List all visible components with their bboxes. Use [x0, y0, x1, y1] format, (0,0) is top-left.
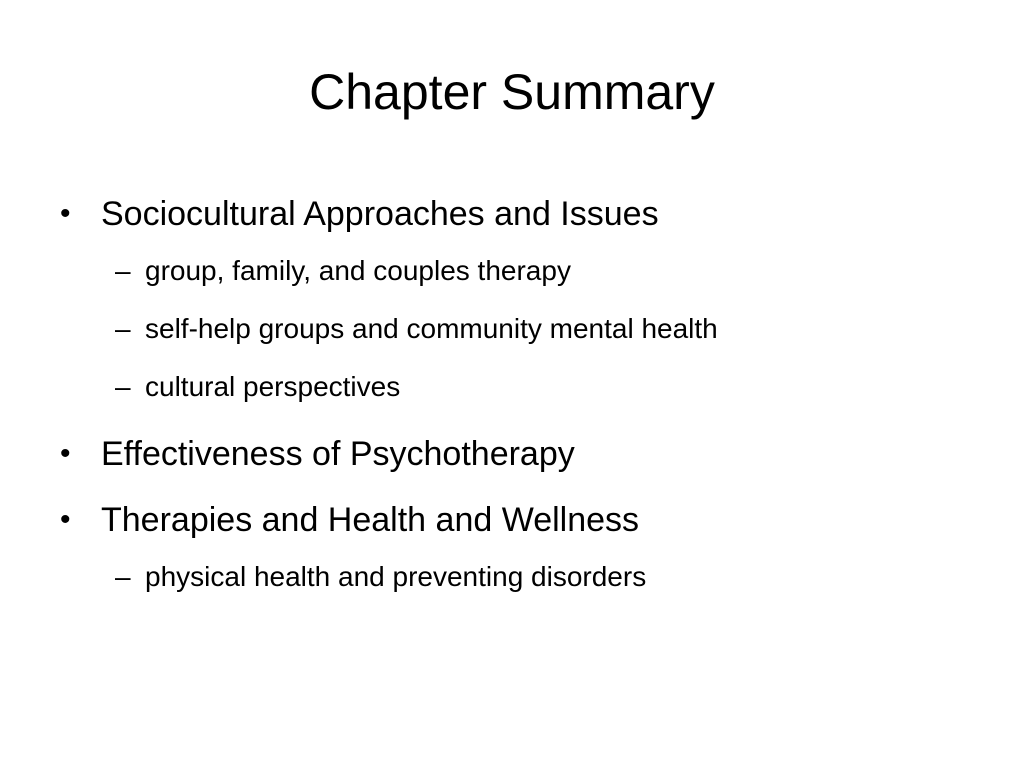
bullet-text: Sociocultural Approaches and Issues: [101, 195, 659, 233]
sub-item-text: group, family, and couples therapy: [145, 255, 571, 286]
sub-item-text: self-help groups and community mental health: [145, 313, 718, 344]
bullet-text: Effectiveness of Psychotherapy: [101, 435, 575, 473]
sub-list-container: [58, 548, 988, 606]
bullet-list: [58, 186, 988, 606]
dash-icon: –: [115, 561, 131, 592]
sub-item: [58, 548, 988, 606]
bullet-text: Therapies and Health and Wellness: [101, 501, 640, 539]
bullet-icon: •: [60, 437, 71, 470]
bullet-item: [58, 186, 988, 242]
sub-item-text: physical health and preventing disorders: [145, 561, 647, 592]
dash-icon: –: [115, 371, 131, 402]
sub-list: [58, 242, 988, 416]
sub-item-text: cultural perspectives: [145, 371, 401, 402]
slide-title: Chapter Summary: [309, 64, 715, 120]
sub-item: [58, 300, 988, 358]
bullet-item: [58, 492, 988, 548]
dash-icon: –: [115, 255, 131, 286]
sub-item: [58, 358, 988, 416]
bullet-item: [58, 426, 988, 482]
bullet-icon: •: [60, 197, 71, 230]
sub-list: [58, 548, 988, 606]
sub-list-container: [58, 242, 988, 416]
bullet-icon: •: [60, 503, 71, 536]
dash-icon: –: [115, 313, 131, 344]
sub-item: [58, 242, 988, 300]
